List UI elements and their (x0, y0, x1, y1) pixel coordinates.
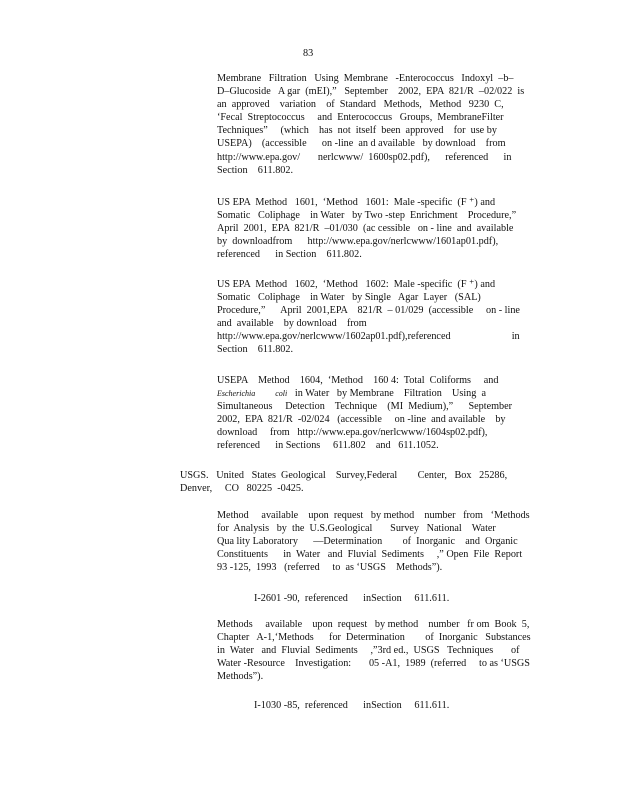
text-line: Somatic Coliphage in Water by Single Agar Layer (SAL) (217, 292, 481, 304)
text-fragment: in Water by Membrane Filtration Using a (287, 388, 486, 400)
usgs-heading (180, 469, 532, 495)
text-line: an approved variation of Standard Methods, Method 9230 C, (217, 99, 504, 111)
text-line: 2002, EPA 821/R -02/024 (accessible on -line and available by (217, 414, 506, 426)
usgs-method-code-i1030: I-1030 -85, referenced inSection 611.611. (254, 700, 450, 711)
reference-entry-method-1600-continued (217, 72, 547, 177)
text-line: Techniques” (which has not itself been approved for use by (217, 125, 497, 137)
text-line: Water -Resource Investigation: 05 -A1, 1989 (referred to as ‘USGS (217, 658, 530, 670)
usgs-methods-paragraph-2 (217, 618, 547, 683)
text-line: Somatic Coliphage in Water by Two -step Enrichment Procedure,” (217, 210, 517, 222)
text-line: Section 611.802. (217, 164, 294, 176)
text-line: ‘Fecal Streptococcus and Enterococcus Groups, MembraneFilter (217, 112, 504, 124)
text-line: download from http://www.epa.gov/nerlcwww/1604sp02.pdf), (217, 427, 488, 439)
reference-entry-method-1601 (217, 196, 547, 261)
text-line: referenced in Sections 611.802 and 611.1052. (217, 440, 439, 452)
text-line: Procedure,” April 2001,EPA 821/R – 01/029 (accessible on - line (217, 305, 520, 317)
text-line: Qua lity Laboratory —Determination of Inorganic and Organic (217, 536, 518, 548)
text-line: US EPA Method 1601, ‘Method 1601: Male -specific (F ⁺) and (217, 197, 496, 208)
text-line: by downloadfrom http://www.epa.gov/nerlcwww/1601ap01.pdf), (217, 236, 499, 248)
text-line: Simultaneous Detection Technique (MI Medium),” September (217, 401, 513, 413)
text-line: Methods”). (217, 671, 264, 683)
text-line: USGS. United States Geological Survey,Federal Center, Box 25286, (180, 470, 508, 481)
text-line: Method available upon request by method number from ‘Methods (217, 510, 530, 521)
text-line: Section 611.802. (217, 344, 294, 356)
text-line: in Water and Fluvial Sediments ,”3rd ed., USGS Techniques of (217, 645, 520, 657)
text-line: Constituents in Water and Fluvial Sediments ,” Open File Report (217, 549, 523, 561)
text-line: referenced in Section 611.802. (217, 249, 362, 261)
text-line: and available by download from (217, 318, 367, 330)
text-line: D–Glucoside A gar (mEI),” September 2002, EPA 821/R –02/022 is (217, 86, 525, 98)
text-line: 93 -125, 1993 (referred to as ‘USGS Methods”). (217, 562, 443, 574)
species-name: Escherichia coli (217, 389, 288, 399)
usgs-method-code-i2601: I-2601 -90, referenced inSection 611.611. (254, 593, 450, 604)
reference-entry-method-1604 (217, 374, 547, 453)
text-line: Methods available upon request by method number fr om Book 5, (217, 619, 530, 630)
text-line: USEPA Method 1604, ‘Method 160 4: Total Coliforms and (217, 375, 499, 386)
text-line: US EPA Method 1602, ‘Method 1602: Male -specific (F ⁺) and (217, 279, 496, 290)
text-line: Membrane Filtration Using Membrane -Enterococcus Indoxyl –b– (217, 73, 514, 84)
text-line: April 2001, EPA 821/R –01/030 (ac cessible on - line and available (217, 223, 514, 235)
page-number: 83 (303, 48, 314, 59)
text-line (217, 387, 547, 400)
usgs-methods-paragraph-1 (217, 509, 547, 574)
text-line: Chapter A-1,‘Methods for Determination of Inorganic Substances (217, 632, 531, 644)
text-line: USEPA) (accessible on -line an d available by download from (217, 138, 506, 150)
text-line: http://www.epa.gov/nerlcwww/1602ap01.pdf),referenced in (217, 331, 520, 343)
text-line: http://www.epa.gov/ nerlcwww/ 1600sp02.pdf), referenced in (217, 151, 512, 163)
text-line: for Analysis by the U.S.Geological Survey National Water (217, 523, 496, 535)
text-line: Denver, CO 80225 -0425. (180, 483, 304, 495)
reference-entry-method-1602 (217, 278, 547, 357)
